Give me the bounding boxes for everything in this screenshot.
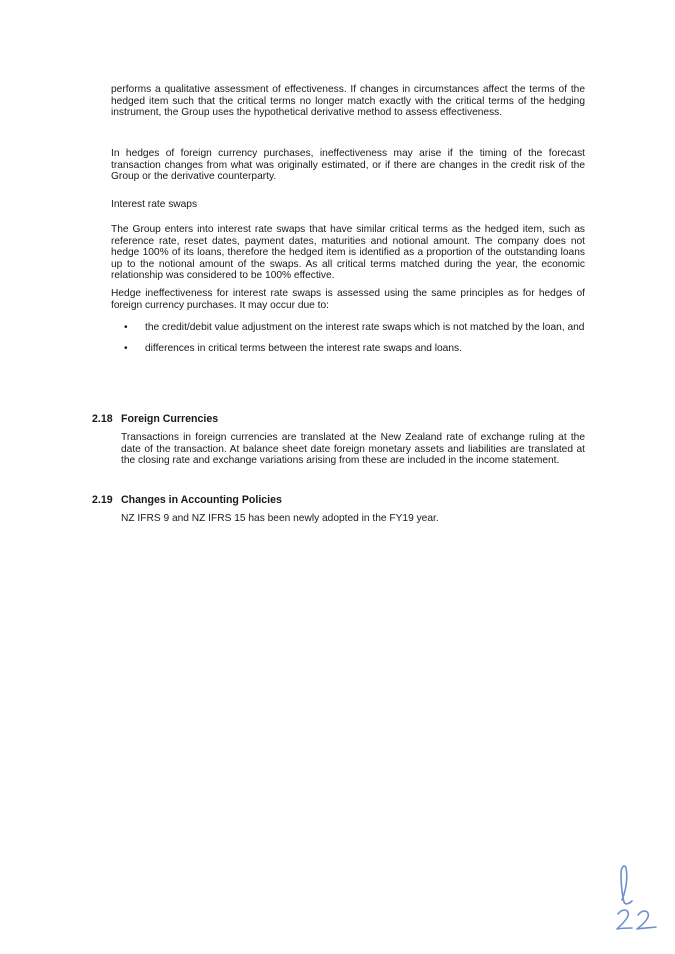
list-item-text: differences in critical terms between the interest rate swaps and loans. <box>145 342 462 354</box>
bullet-glyph: • <box>124 322 128 333</box>
section-number: 2.18 <box>92 413 113 425</box>
handwritten-initial-stroke <box>621 866 632 904</box>
paragraph-interest-rate-swaps: The Group enters into interest rate swaps that have similar critical terms as the hedged item, such as reference rate, reset dates, payment dates, maturities and notional amount. The company does not hedge 100% of its loans, therefore the hedged item is identified as a proportion of the outstanding loans up to the notional amount of the swaps. As all critical terms matched during the year, the economic relationship was considered to be 100% effective. <box>111 224 585 282</box>
handwritten-digit-2-first <box>617 910 632 929</box>
list-item-text: the credit/debit value adjustment on the interest rate swaps which is not matched by the loan, and <box>145 322 585 333</box>
paragraph-foreign-currency-ineffectiveness: In hedges of foreign currency purchases, ineffectiveness may arise if the timing of the forecast transaction changes from what was originally estimated, or if there are changes in the credit risk of the Group or the derivative counterparty. <box>111 148 585 183</box>
ineffectiveness-causes-list <box>111 322 585 363</box>
list-item <box>111 343 585 355</box>
section-number: 2.19 <box>92 494 113 506</box>
section-heading-foreign-currencies <box>92 413 218 425</box>
bullet-glyph: • <box>124 342 128 354</box>
list-item <box>111 322 585 334</box>
section-body-accounting-policies: NZ IFRS 9 and NZ IFRS 15 has been newly adopted in the FY19 year. <box>121 513 439 524</box>
paragraph-effectiveness-assessment: performs a qualitative assessment of effectiveness. If changes in circumstances affect the terms of the hedged item such that the critical terms no longer match exactly with the critical terms of the hedging instrument, the Group uses the hypothetical derivative method to assess effectiveness. <box>111 84 585 119</box>
subheading-interest-rate-swaps: Interest rate swaps <box>111 199 198 210</box>
handwritten-initial-and-page-number <box>612 860 668 936</box>
section-title: Foreign Currencies <box>121 413 219 425</box>
paragraph-hedge-ineffectiveness: Hedge ineffectiveness for interest rate swaps is assessed using the same principles as for hedges of foreign currency purchases. It may occur due to: <box>111 288 585 311</box>
section-heading-accounting-policies <box>92 494 282 506</box>
section-title: Changes in Accounting Policies <box>121 494 282 506</box>
section-body-foreign-currencies: Transactions in foreign currencies are translated at the New Zealand rate of exchange ruling at the date of the transaction. At balance sheet date foreign monetary assets and liabilities are translated at the closing rate and exchange variations arising from these are included in the income statement. <box>121 432 585 467</box>
handwritten-digit-2-second <box>637 911 656 929</box>
